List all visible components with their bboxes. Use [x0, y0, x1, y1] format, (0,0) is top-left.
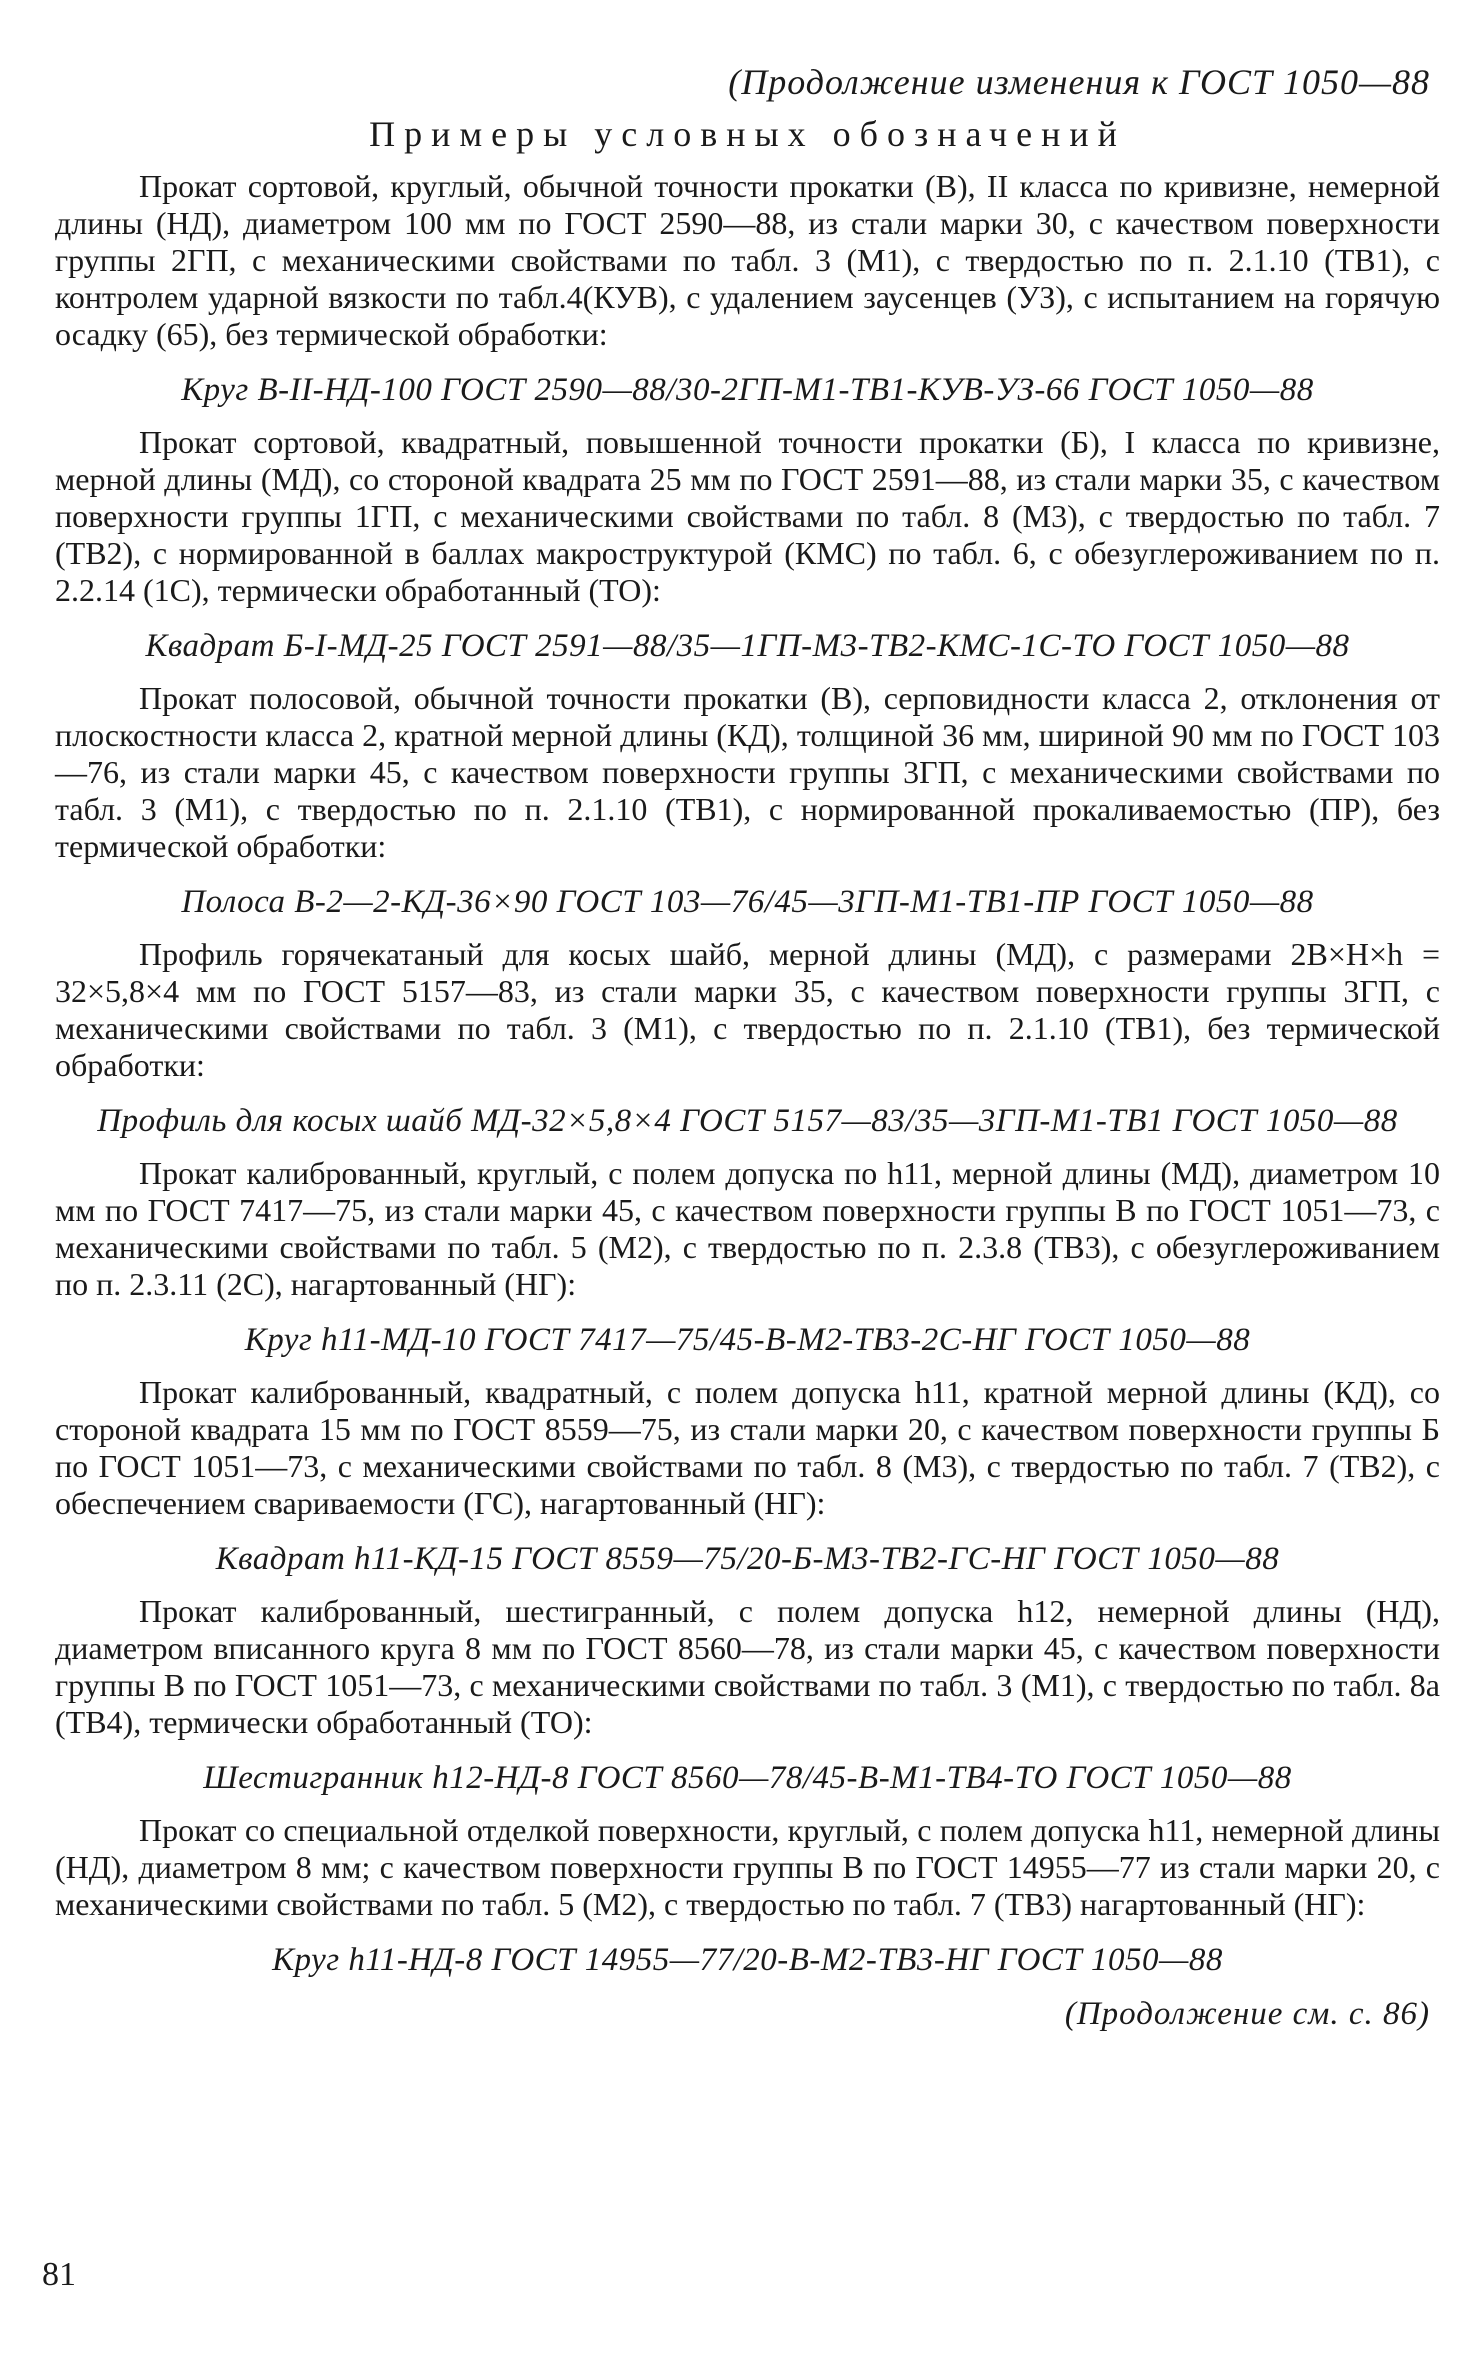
example-block — [55, 424, 1440, 666]
example-block — [55, 680, 1440, 922]
example-block — [55, 936, 1440, 1141]
section-title: Примеры условных обозначений — [369, 114, 1126, 154]
continuation-header: (Продолжение изменения к ГОСТ 1050—88 — [728, 62, 1430, 102]
designation-example: Круг В-II-НД-100 ГОСТ 2590—88/30-2ГП-М1-ТВ1-КУВ-УЗ-66 ГОСТ 1050—88 — [181, 372, 1314, 408]
designation-example: Полоса В-2—2-КД-36×90 ГОСТ 103—76/45—3ГП-М1-ТВ1-ПР ГОСТ 1050—88 — [181, 884, 1314, 920]
example-text: Прокат калиброванный, круглый, с полем допуска по h11, мерной длины (МД), диаметром 10 мм по ГОСТ 7417—75, из стали марки 45, с качеством поверхности группы В по ГОСТ 1051—73, с механическими свойствами по табл. 5 (М2), с твердостью по п. 2.3.8 (ТВ3), с обезуглероживанием по п. 2.3.11 (2С), нагартованный (НГ): — [55, 1155, 1440, 1302]
example-block — [55, 1593, 1440, 1798]
example-block — [55, 1155, 1440, 1360]
example-block — [55, 1374, 1440, 1579]
example-block — [55, 1812, 1440, 1980]
designation-example: Круг h11-НД-8 ГОСТ 14955—77/20-В-М2-ТВ3-НГ ГОСТ 1050—88 — [272, 1942, 1223, 1978]
designation-example: Шестигранник h12-НД-8 ГОСТ 8560—78/45-В-М1-ТВ4-ТО ГОСТ 1050—88 — [203, 1760, 1292, 1796]
example-text: Прокат сортовой, круглый, обычной точности прокатки (В), II класса по кривизне, немерной длины (НД), диаметром 100 мм по ГОСТ 2590—88, из стали марки 30, с качеством поверхности группы 2ГП, с механическими свойствами по табл. 3 (М1), с твердостью по п. 2.1.10 (ТВ1), с контролем ударной вязкости по табл.4(КУВ), с удалением заусенцев (УЗ), с испытанием на горячую осадку (65), без термической обработки: — [55, 168, 1440, 352]
example-text: Прокат сортовой, квадратный, повышенной точности прокатки (Б), I класса по кривизне, мерной длины (МД), со стороной квадрата 25 мм по ГОСТ 2591—88, из стали марки 35, с качеством поверхности группы 1ГП, с механическими свойствами по табл. 8 (М3), с твердостью по табл. 7 (ТВ2), с нормированной в баллах макроструктурой (КМС) по табл. 6, с обезуглероживанием по п. 2.2.14 (1С), термически обработанный (ТО): — [55, 424, 1440, 608]
designation-example: Круг h11-МД-10 ГОСТ 7417—75/45-В-М2-ТВ3-2С-НГ ГОСТ 1050—88 — [244, 1322, 1251, 1358]
example-text: Прокат полосовой, обычной точности прокатки (В), серповидности класса 2, отклонения от плоскостности класса 2, кратной мерной длины (КД), толщиной 36 мм, шириной 90 мм по ГОСТ 103—76, из стали марки 45, с качеством поверхности группы 3ГП, с механическими свойствами по табл. 3 (М1), с твердостью по п. 2.1.10 (ТВ1), с нормированной прокаливаемостью (ПР), без термической обработки: — [55, 680, 1440, 864]
example-text: Прокат калиброванный, квадратный, с полем допуска h11, кратной мерной длины (КД), со стороной квадрата 15 мм по ГОСТ 8559—75, из стали марки 20, с качеством поверхности группы Б по ГОСТ 1051—73, с механическими свойствами по табл. 8 (М3), с твердостью по табл. 7 (ТВ2), с обеспечением свариваемости (ГС), нагартованный (НГ): — [55, 1374, 1440, 1521]
designation-example: Профиль для косых шайб МД-32×5,8×4 ГОСТ 5157—83/35—3ГП-М1-ТВ1 ГОСТ 1050—88 — [97, 1103, 1398, 1139]
continuation-footer: (Продолжение см. с. 86) — [1064, 1996, 1430, 2032]
designation-example: Квадрат Б-I-МД-25 ГОСТ 2591—88/35—1ГП-М3-ТВ2-КМС-1С-ТО ГОСТ 1050—88 — [145, 628, 1350, 664]
example-text: Прокат со специальной отделкой поверхности, круглый, с полем допуска h11, немерной длины (НД), диаметром 8 мм; с качеством поверхности группы В по ГОСТ 14955—77 из стали марки 20, с механическими свойствами по табл. 5 (М2), с твердостью по табл. 7 (ТВ3) нагартованный (НГ): — [55, 1812, 1440, 1922]
example-text: Прокат калиброванный, шестигранный, с полем допуска h12, немерной длины (НД), диаметром вписанного круга 8 мм по ГОСТ 8560—78, из стали марки 45, с качеством поверхности группы В по ГОСТ 1051—73, с механическими свойствами по табл. 3 (М1), с твердостью по табл. 8а (ТВ4), термически обработанный (ТО): — [55, 1593, 1440, 1740]
example-block — [55, 168, 1440, 410]
document-page — [55, 60, 1440, 2034]
designation-example: Квадрат h11-КД-15 ГОСТ 8559—75/20-Б-М3-ТВ2-ГС-НГ ГОСТ 1050—88 — [215, 1541, 1280, 1577]
example-text: Профиль горячекатаный для косых шайб, мерной длины (МД), с размерами 2В×Н×h = 32×5,8×4 мм по ГОСТ 5157—83, из стали марки 35, с качеством поверхности группы 3ГП, с механическими свойствами по табл. 3 (М1), с твердостью по п. 2.1.10 (ТВ1), без термической обработки: — [55, 936, 1440, 1083]
page-number: 81 — [42, 2256, 76, 2293]
